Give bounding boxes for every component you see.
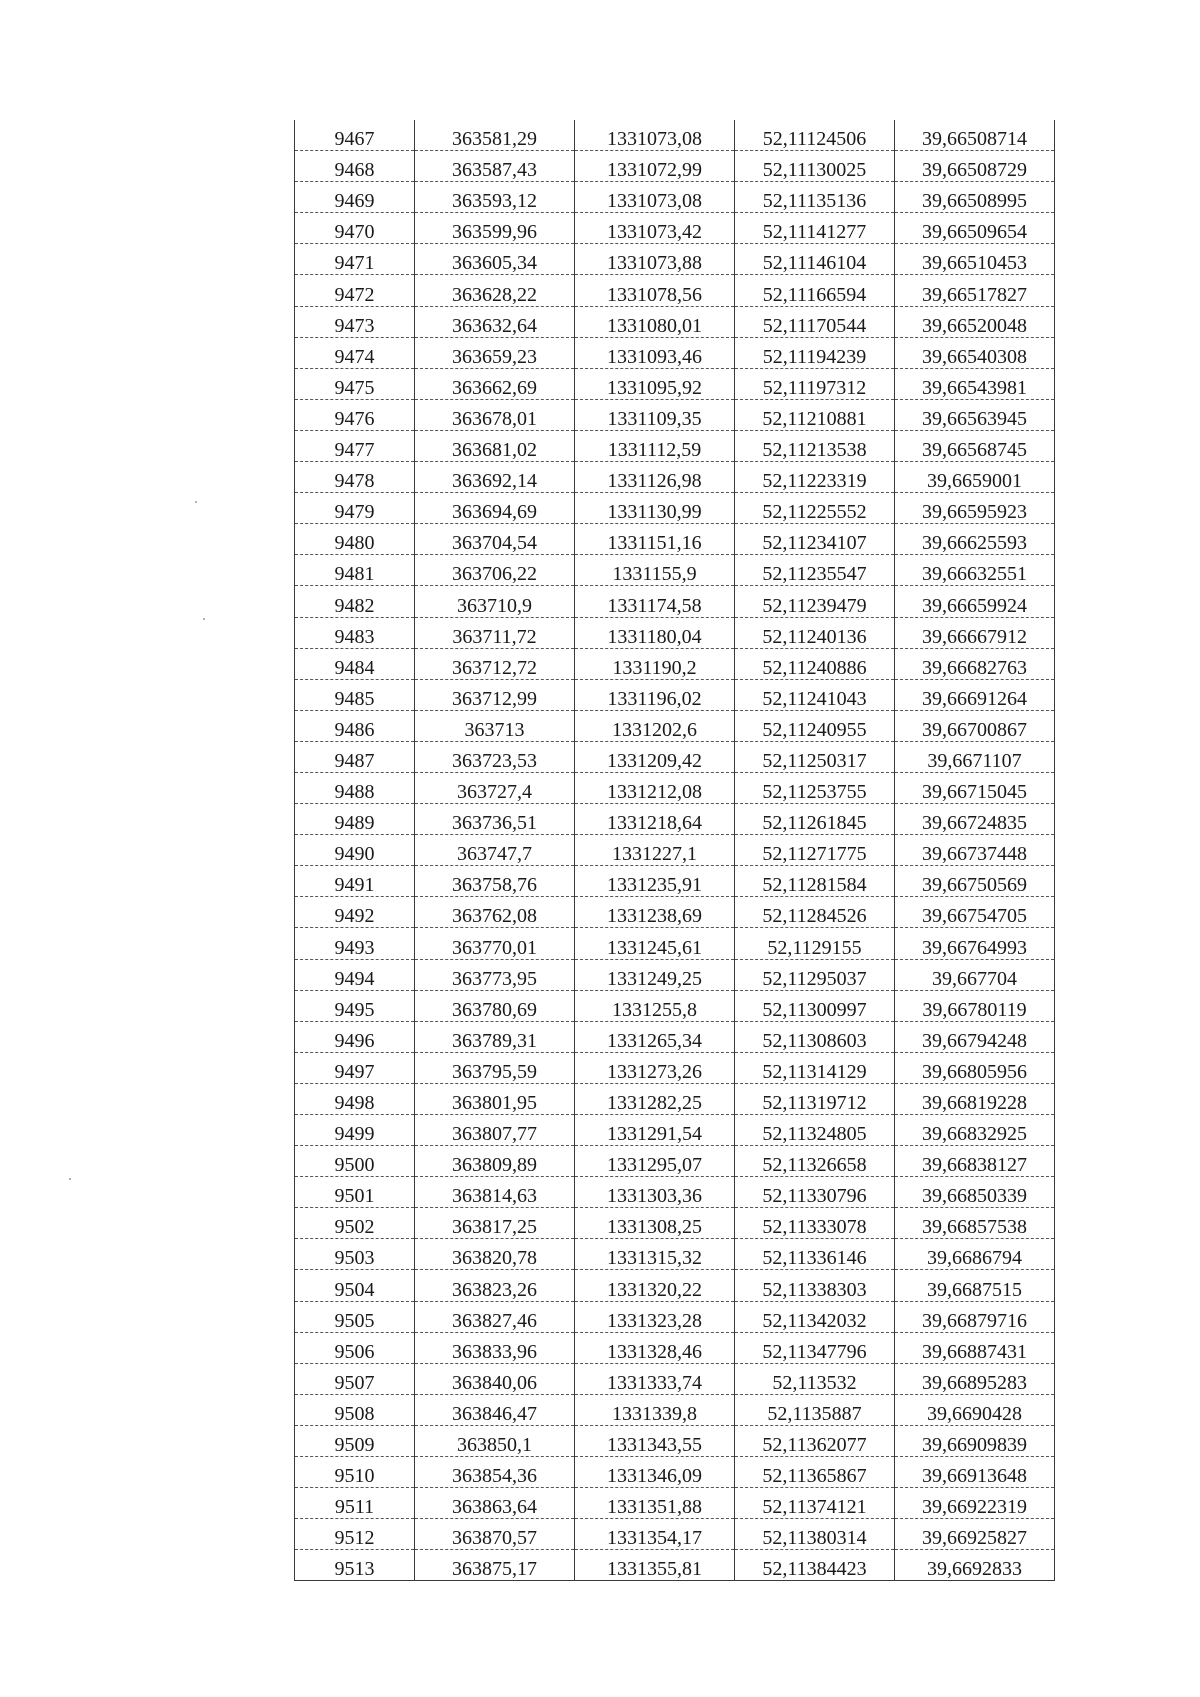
x-coordinate-cell: 363605,34 (415, 244, 575, 275)
longitude-cell: 39,66540308 (895, 337, 1055, 368)
y-coordinate-cell: 1331212,08 (575, 772, 735, 803)
point-number-cell: 9497 (295, 1052, 415, 1083)
x-coordinate-cell: 363870,57 (415, 1519, 575, 1550)
latitude-cell: 52,11338303 (735, 1270, 895, 1301)
y-coordinate-cell: 1331355,81 (575, 1550, 735, 1581)
coordinates-table (294, 120, 1055, 1581)
longitude-cell: 39,66909839 (895, 1425, 1055, 1456)
x-coordinate-cell: 363809,89 (415, 1146, 575, 1177)
longitude-cell: 39,66517827 (895, 275, 1055, 306)
y-coordinate-cell: 1331343,55 (575, 1425, 735, 1456)
table-row (295, 1052, 1055, 1083)
point-number-cell: 9496 (295, 1021, 415, 1052)
table-row (295, 213, 1055, 244)
y-coordinate-cell: 1331273,26 (575, 1052, 735, 1083)
table-row (295, 866, 1055, 897)
y-coordinate-cell: 1331245,61 (575, 928, 735, 959)
x-coordinate-cell: 363820,78 (415, 1239, 575, 1270)
latitude-cell: 52,11295037 (735, 959, 895, 990)
longitude-cell: 39,66595923 (895, 493, 1055, 524)
point-number-cell: 9482 (295, 586, 415, 617)
table-row (295, 1457, 1055, 1488)
latitude-cell: 52,113532 (735, 1363, 895, 1394)
latitude-cell: 52,11146104 (735, 244, 895, 275)
y-coordinate-cell: 1331291,54 (575, 1115, 735, 1146)
longitude-cell: 39,66667912 (895, 617, 1055, 648)
table-row (295, 399, 1055, 430)
table-row (295, 493, 1055, 524)
x-coordinate-cell: 363581,29 (415, 120, 575, 151)
y-coordinate-cell: 1331339,8 (575, 1394, 735, 1425)
point-number-cell: 9477 (295, 430, 415, 461)
longitude-cell: 39,66543981 (895, 368, 1055, 399)
longitude-cell: 39,66520048 (895, 306, 1055, 337)
x-coordinate-cell: 363727,4 (415, 772, 575, 803)
y-coordinate-cell: 1331227,1 (575, 835, 735, 866)
point-number-cell: 9472 (295, 275, 415, 306)
y-coordinate-cell: 1331265,34 (575, 1021, 735, 1052)
longitude-cell: 39,66819228 (895, 1083, 1055, 1114)
table-row (295, 741, 1055, 772)
y-coordinate-cell: 1331073,42 (575, 213, 735, 244)
table-row (295, 617, 1055, 648)
y-coordinate-cell: 1331333,74 (575, 1363, 735, 1394)
x-coordinate-cell: 363632,64 (415, 306, 575, 337)
latitude-cell: 52,11284526 (735, 897, 895, 928)
longitude-cell: 39,66887431 (895, 1332, 1055, 1363)
longitude-cell: 39,66737448 (895, 835, 1055, 866)
longitude-cell: 39,66850339 (895, 1177, 1055, 1208)
x-coordinate-cell: 363747,7 (415, 835, 575, 866)
latitude-cell: 52,11240886 (735, 648, 895, 679)
x-coordinate-cell: 363817,25 (415, 1208, 575, 1239)
longitude-cell: 39,66913648 (895, 1457, 1055, 1488)
scan-speck (195, 501, 197, 503)
point-number-cell: 9493 (295, 928, 415, 959)
table-row (295, 120, 1055, 151)
y-coordinate-cell: 1331255,8 (575, 990, 735, 1021)
longitude-cell: 39,6690428 (895, 1394, 1055, 1425)
point-number-cell: 9500 (295, 1146, 415, 1177)
latitude-cell: 52,11333078 (735, 1208, 895, 1239)
point-number-cell: 9471 (295, 244, 415, 275)
x-coordinate-cell: 363593,12 (415, 182, 575, 213)
x-coordinate-cell: 363840,06 (415, 1363, 575, 1394)
point-number-cell: 9485 (295, 679, 415, 710)
table-row (295, 897, 1055, 928)
y-coordinate-cell: 1331112,59 (575, 430, 735, 461)
point-number-cell: 9508 (295, 1394, 415, 1425)
table-row (295, 648, 1055, 679)
latitude-cell: 52,11250317 (735, 741, 895, 772)
table-row (295, 679, 1055, 710)
x-coordinate-cell: 363692,14 (415, 462, 575, 493)
point-number-cell: 9492 (295, 897, 415, 928)
longitude-cell: 39,66510453 (895, 244, 1055, 275)
table-row (295, 524, 1055, 555)
x-coordinate-cell: 363628,22 (415, 275, 575, 306)
latitude-cell: 52,11314129 (735, 1052, 895, 1083)
y-coordinate-cell: 1331130,99 (575, 493, 735, 524)
point-number-cell: 9474 (295, 337, 415, 368)
point-number-cell: 9480 (295, 524, 415, 555)
point-number-cell: 9511 (295, 1488, 415, 1519)
point-number-cell: 9506 (295, 1332, 415, 1363)
latitude-cell: 52,11240136 (735, 617, 895, 648)
x-coordinate-cell: 363662,69 (415, 368, 575, 399)
longitude-cell: 39,66659924 (895, 586, 1055, 617)
table-row (295, 151, 1055, 182)
longitude-cell: 39,66838127 (895, 1146, 1055, 1177)
latitude-cell: 52,11336146 (735, 1239, 895, 1270)
y-coordinate-cell: 1331072,99 (575, 151, 735, 182)
latitude-cell: 52,11210881 (735, 399, 895, 430)
y-coordinate-cell: 1331080,01 (575, 306, 735, 337)
longitude-cell: 39,66794248 (895, 1021, 1055, 1052)
scan-speck (203, 618, 205, 620)
table-row (295, 1425, 1055, 1456)
x-coordinate-cell: 363723,53 (415, 741, 575, 772)
longitude-cell: 39,6692833 (895, 1550, 1055, 1581)
y-coordinate-cell: 1331174,58 (575, 586, 735, 617)
y-coordinate-cell: 1331095,92 (575, 368, 735, 399)
longitude-cell: 39,66895283 (895, 1363, 1055, 1394)
point-number-cell: 9486 (295, 710, 415, 741)
latitude-cell: 52,11197312 (735, 368, 895, 399)
latitude-cell: 52,11319712 (735, 1083, 895, 1114)
longitude-cell: 39,66715045 (895, 772, 1055, 803)
x-coordinate-cell: 363736,51 (415, 804, 575, 835)
table-row (295, 368, 1055, 399)
y-coordinate-cell: 1331209,42 (575, 741, 735, 772)
latitude-cell: 52,11213538 (735, 430, 895, 461)
longitude-cell: 39,66682763 (895, 648, 1055, 679)
table-row (295, 462, 1055, 493)
table-row (295, 1115, 1055, 1146)
y-coordinate-cell: 1331073,88 (575, 244, 735, 275)
latitude-cell: 52,11261845 (735, 804, 895, 835)
table-row (295, 1270, 1055, 1301)
x-coordinate-cell: 363854,36 (415, 1457, 575, 1488)
y-coordinate-cell: 1331093,46 (575, 337, 735, 368)
longitude-cell: 39,66508729 (895, 151, 1055, 182)
x-coordinate-cell: 363710,9 (415, 586, 575, 617)
point-number-cell: 9503 (295, 1239, 415, 1270)
latitude-cell: 52,11380314 (735, 1519, 895, 1550)
table-row (295, 1301, 1055, 1332)
y-coordinate-cell: 1331109,35 (575, 399, 735, 430)
table-row (295, 959, 1055, 990)
table-row (295, 555, 1055, 586)
table-row (295, 1394, 1055, 1425)
latitude-cell: 52,11281584 (735, 866, 895, 897)
point-number-cell: 9490 (295, 835, 415, 866)
y-coordinate-cell: 1331346,09 (575, 1457, 735, 1488)
table-row (295, 1488, 1055, 1519)
point-number-cell: 9510 (295, 1457, 415, 1488)
y-coordinate-cell: 1331202,6 (575, 710, 735, 741)
longitude-cell: 39,6671107 (895, 741, 1055, 772)
latitude-cell: 52,11240955 (735, 710, 895, 741)
latitude-cell: 52,11223319 (735, 462, 895, 493)
x-coordinate-cell: 363659,23 (415, 337, 575, 368)
x-coordinate-cell: 363814,63 (415, 1177, 575, 1208)
y-coordinate-cell: 1331323,28 (575, 1301, 735, 1332)
point-number-cell: 9505 (295, 1301, 415, 1332)
x-coordinate-cell: 363770,01 (415, 928, 575, 959)
table-row (295, 1363, 1055, 1394)
x-coordinate-cell: 363863,64 (415, 1488, 575, 1519)
x-coordinate-cell: 363694,69 (415, 493, 575, 524)
point-number-cell: 9489 (295, 804, 415, 835)
table-row (295, 1177, 1055, 1208)
table-row (295, 1332, 1055, 1363)
point-number-cell: 9512 (295, 1519, 415, 1550)
x-coordinate-cell: 363599,96 (415, 213, 575, 244)
x-coordinate-cell: 363846,47 (415, 1394, 575, 1425)
table-row (295, 1519, 1055, 1550)
point-number-cell: 9494 (295, 959, 415, 990)
y-coordinate-cell: 1331303,36 (575, 1177, 735, 1208)
point-number-cell: 9475 (295, 368, 415, 399)
y-coordinate-cell: 1331073,08 (575, 182, 735, 213)
table-row (295, 835, 1055, 866)
y-coordinate-cell: 1331196,02 (575, 679, 735, 710)
x-coordinate-cell: 363711,72 (415, 617, 575, 648)
point-number-cell: 9491 (295, 866, 415, 897)
longitude-cell: 39,66509654 (895, 213, 1055, 244)
y-coordinate-cell: 1331295,07 (575, 1146, 735, 1177)
longitude-cell: 39,66805956 (895, 1052, 1055, 1083)
point-number-cell: 9483 (295, 617, 415, 648)
y-coordinate-cell: 1331238,69 (575, 897, 735, 928)
table-row (295, 275, 1055, 306)
point-number-cell: 9478 (295, 462, 415, 493)
table-row (295, 1083, 1055, 1114)
y-coordinate-cell: 1331328,46 (575, 1332, 735, 1363)
latitude-cell: 52,11330796 (735, 1177, 895, 1208)
x-coordinate-cell: 363681,02 (415, 430, 575, 461)
scan-speck (69, 1178, 71, 1180)
point-number-cell: 9507 (295, 1363, 415, 1394)
longitude-cell: 39,66857538 (895, 1208, 1055, 1239)
latitude-cell: 52,11253755 (735, 772, 895, 803)
longitude-cell: 39,66832925 (895, 1115, 1055, 1146)
table-row (295, 306, 1055, 337)
table-row (295, 928, 1055, 959)
y-coordinate-cell: 1331155,9 (575, 555, 735, 586)
latitude-cell: 52,11347796 (735, 1332, 895, 1363)
x-coordinate-cell: 363795,59 (415, 1052, 575, 1083)
x-coordinate-cell: 363712,99 (415, 679, 575, 710)
table-row (295, 710, 1055, 741)
point-number-cell: 9498 (295, 1083, 415, 1114)
point-number-cell: 9476 (295, 399, 415, 430)
point-number-cell: 9509 (295, 1425, 415, 1456)
longitude-cell: 39,6659001 (895, 462, 1055, 493)
point-number-cell: 9468 (295, 151, 415, 182)
table-row (295, 1239, 1055, 1270)
y-coordinate-cell: 1331180,04 (575, 617, 735, 648)
latitude-cell: 52,11308603 (735, 1021, 895, 1052)
x-coordinate-cell: 363762,08 (415, 897, 575, 928)
point-number-cell: 9495 (295, 990, 415, 1021)
longitude-cell: 39,66724835 (895, 804, 1055, 835)
x-coordinate-cell: 363678,01 (415, 399, 575, 430)
table-row (295, 1550, 1055, 1581)
longitude-cell: 39,66508714 (895, 120, 1055, 151)
point-number-cell: 9499 (295, 1115, 415, 1146)
x-coordinate-cell: 363758,76 (415, 866, 575, 897)
point-number-cell: 9513 (295, 1550, 415, 1581)
latitude-cell: 52,11130025 (735, 151, 895, 182)
y-coordinate-cell: 1331190,2 (575, 648, 735, 679)
point-number-cell: 9473 (295, 306, 415, 337)
latitude-cell: 52,11141277 (735, 213, 895, 244)
x-coordinate-cell: 363827,46 (415, 1301, 575, 1332)
point-number-cell: 9469 (295, 182, 415, 213)
latitude-cell: 52,11194239 (735, 337, 895, 368)
table-row (295, 586, 1055, 617)
longitude-cell: 39,66764993 (895, 928, 1055, 959)
x-coordinate-cell: 363823,26 (415, 1270, 575, 1301)
latitude-cell: 52,11166594 (735, 275, 895, 306)
latitude-cell: 52,1135887 (735, 1394, 895, 1425)
y-coordinate-cell: 1331078,56 (575, 275, 735, 306)
longitude-cell: 39,66632551 (895, 555, 1055, 586)
y-coordinate-cell: 1331235,91 (575, 866, 735, 897)
point-number-cell: 9470 (295, 213, 415, 244)
y-coordinate-cell: 1331320,22 (575, 1270, 735, 1301)
longitude-cell: 39,66691264 (895, 679, 1055, 710)
longitude-cell: 39,66508995 (895, 182, 1055, 213)
x-coordinate-cell: 363780,69 (415, 990, 575, 1021)
latitude-cell: 52,11170544 (735, 306, 895, 337)
x-coordinate-cell: 363833,96 (415, 1332, 575, 1363)
latitude-cell: 52,11374121 (735, 1488, 895, 1519)
latitude-cell: 52,11135136 (735, 182, 895, 213)
table-row (295, 1208, 1055, 1239)
x-coordinate-cell: 363850,1 (415, 1425, 575, 1456)
longitude-cell: 39,66879716 (895, 1301, 1055, 1332)
latitude-cell: 52,11300997 (735, 990, 895, 1021)
point-number-cell: 9481 (295, 555, 415, 586)
latitude-cell: 52,11365867 (735, 1457, 895, 1488)
coordinates-table-body (295, 120, 1055, 1581)
latitude-cell: 52,11384423 (735, 1550, 895, 1581)
latitude-cell: 52,11324805 (735, 1115, 895, 1146)
table-row (295, 182, 1055, 213)
y-coordinate-cell: 1331354,17 (575, 1519, 735, 1550)
longitude-cell: 39,6686794 (895, 1239, 1055, 1270)
table-row (295, 1146, 1055, 1177)
x-coordinate-cell: 363706,22 (415, 555, 575, 586)
latitude-cell: 52,11225552 (735, 493, 895, 524)
point-number-cell: 9484 (295, 648, 415, 679)
latitude-cell: 52,11241043 (735, 679, 895, 710)
x-coordinate-cell: 363704,54 (415, 524, 575, 555)
x-coordinate-cell: 363789,31 (415, 1021, 575, 1052)
x-coordinate-cell: 363587,43 (415, 151, 575, 182)
latitude-cell: 52,11362077 (735, 1425, 895, 1456)
latitude-cell: 52,11326658 (735, 1146, 895, 1177)
longitude-cell: 39,66925827 (895, 1519, 1055, 1550)
x-coordinate-cell: 363713 (415, 710, 575, 741)
y-coordinate-cell: 1331073,08 (575, 120, 735, 151)
latitude-cell: 52,11235547 (735, 555, 895, 586)
point-number-cell: 9501 (295, 1177, 415, 1208)
x-coordinate-cell: 363801,95 (415, 1083, 575, 1114)
x-coordinate-cell: 363773,95 (415, 959, 575, 990)
y-coordinate-cell: 1331126,98 (575, 462, 735, 493)
table-row (295, 772, 1055, 803)
x-coordinate-cell: 363875,17 (415, 1550, 575, 1581)
longitude-cell: 39,66754705 (895, 897, 1055, 928)
point-number-cell: 9504 (295, 1270, 415, 1301)
longitude-cell: 39,667704 (895, 959, 1055, 990)
point-number-cell: 9479 (295, 493, 415, 524)
latitude-cell: 52,11271775 (735, 835, 895, 866)
table-row (295, 244, 1055, 275)
latitude-cell: 52,1129155 (735, 928, 895, 959)
latitude-cell: 52,11124506 (735, 120, 895, 151)
longitude-cell: 39,66750569 (895, 866, 1055, 897)
table-row (295, 430, 1055, 461)
y-coordinate-cell: 1331315,32 (575, 1239, 735, 1270)
point-number-cell: 9487 (295, 741, 415, 772)
longitude-cell: 39,6687515 (895, 1270, 1055, 1301)
x-coordinate-cell: 363712,72 (415, 648, 575, 679)
longitude-cell: 39,66625593 (895, 524, 1055, 555)
point-number-cell: 9502 (295, 1208, 415, 1239)
y-coordinate-cell: 1331308,25 (575, 1208, 735, 1239)
y-coordinate-cell: 1331151,16 (575, 524, 735, 555)
latitude-cell: 52,11234107 (735, 524, 895, 555)
x-coordinate-cell: 363807,77 (415, 1115, 575, 1146)
longitude-cell: 39,66780119 (895, 990, 1055, 1021)
y-coordinate-cell: 1331218,64 (575, 804, 735, 835)
longitude-cell: 39,66563945 (895, 399, 1055, 430)
table-row (295, 990, 1055, 1021)
longitude-cell: 39,66922319 (895, 1488, 1055, 1519)
latitude-cell: 52,11342032 (735, 1301, 895, 1332)
table-row (295, 804, 1055, 835)
latitude-cell: 52,11239479 (735, 586, 895, 617)
point-number-cell: 9488 (295, 772, 415, 803)
longitude-cell: 39,66700867 (895, 710, 1055, 741)
table-row (295, 1021, 1055, 1052)
y-coordinate-cell: 1331282,25 (575, 1083, 735, 1114)
longitude-cell: 39,66568745 (895, 430, 1055, 461)
y-coordinate-cell: 1331351,88 (575, 1488, 735, 1519)
point-number-cell: 9467 (295, 120, 415, 151)
y-coordinate-cell: 1331249,25 (575, 959, 735, 990)
table-row (295, 337, 1055, 368)
